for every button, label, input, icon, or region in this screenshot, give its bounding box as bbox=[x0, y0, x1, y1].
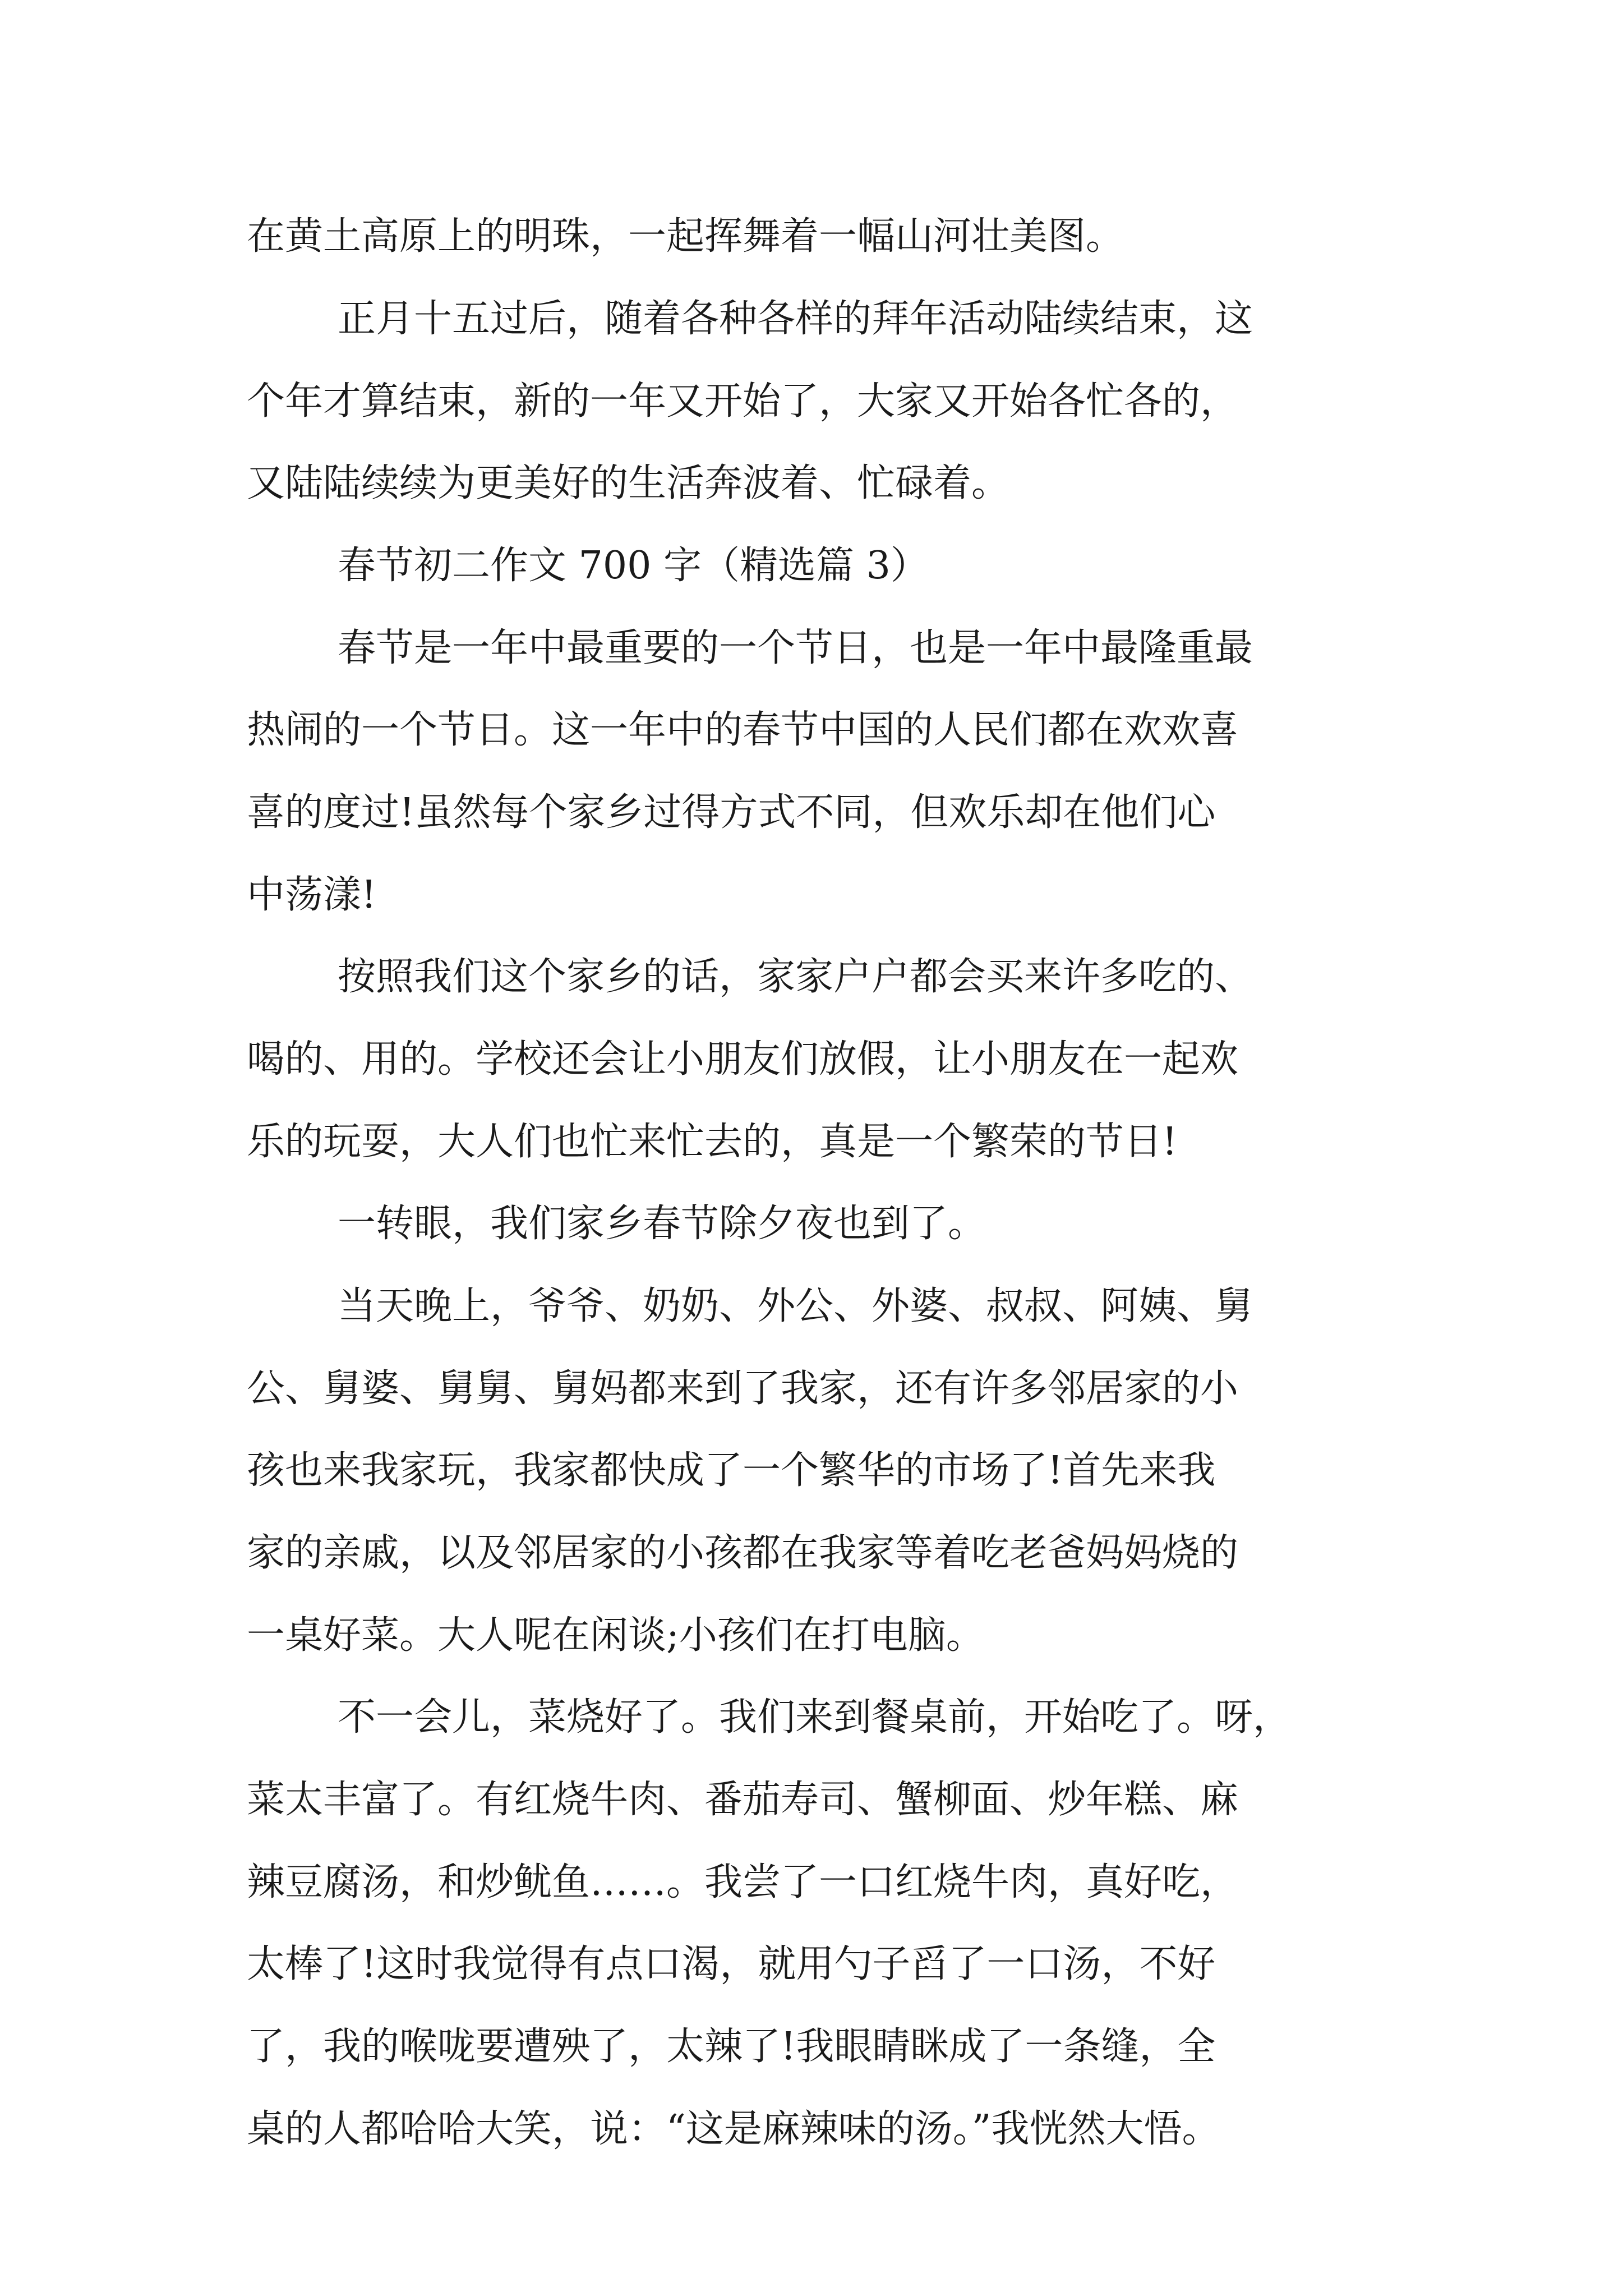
text-line: 菜太丰富了。有红烧牛肉、番茄寿司、蟹柳面、炒年糕、麻 bbox=[247, 1778, 1239, 1822]
text-line: 按照我们这个家乡的话，家家户户都会买来许多吃的、 bbox=[338, 955, 1253, 999]
text-line: 在黄土高原上的明珠，一起挥舞着一幅山河壮美图。 bbox=[247, 214, 1124, 259]
text-line: 喝的、用的。学校还会让小朋友们放假，让小朋友在一起欢 bbox=[247, 1037, 1239, 1082]
text-line: 热闹的一个节日。这一年中的春节中国的人民们都在欢欢喜 bbox=[247, 708, 1239, 752]
text-line: 中荡漾! bbox=[247, 873, 377, 917]
text-line: 孩也来我家玩，我家都快成了一个繁华的市场了!首先来我 bbox=[247, 1448, 1216, 1493]
text-line: 春节是一年中最重要的一个节日，也是一年中最隆重最 bbox=[338, 626, 1253, 670]
text-line: 又陆陆续续为更美好的生活奔波着、忙碌着。 bbox=[247, 461, 1010, 505]
text-line: 个年才算结束，新的一年又开始了，大家又开始各忙各的， bbox=[247, 379, 1239, 424]
text-line: 不一会儿，菜烧好了。我们来到餐桌前，开始吃了。呀， bbox=[338, 1695, 1292, 1740]
text-line: 辣豆腐汤，和炒鱿鱼……。我尝了一口红烧牛肉，真好吃， bbox=[247, 1860, 1239, 1904]
text-line: 太棒了!这时我觉得有点口渴，就用勺子舀了一口汤，不好 bbox=[247, 1942, 1216, 1986]
text-line: 桌的人都哈哈大笑，说：“这是麻辣味的汤。”我恍然大悟。 bbox=[247, 2107, 1220, 2151]
text-line: 了，我的喉咙要遭殃了，太辣了!我眼睛眯成了一条缝，全 bbox=[247, 2024, 1216, 2069]
text-line: 乐的玩耍，大人们也忙来忙去的，真是一个繁荣的节日! bbox=[247, 1120, 1178, 1164]
text-line: 正月十五过后，随着各种各样的拜年活动陆续结束，这 bbox=[338, 297, 1253, 341]
text-line: 家的亲戚，以及邻居家的小孩都在我家等着吃老爸妈妈烧的 bbox=[247, 1531, 1239, 1575]
text-line: 喜的度过!虽然每个家乡过得方式不同，但欢乐却在他们心 bbox=[247, 790, 1216, 835]
text-line: 一桌好菜。大人呢在闲谈;小孩们在打电脑。 bbox=[247, 1613, 984, 1658]
text-line: 一转眼，我们家乡春节除夕夜也到了。 bbox=[338, 1202, 986, 1246]
text-line: 公、舅婆、舅舅、舅妈都来到了我家，还有许多邻居家的小 bbox=[247, 1366, 1239, 1411]
text-line: 当天晚上，爷爷、奶奶、外公、外婆、叔叔、阿姨、舅 bbox=[338, 1284, 1253, 1328]
section-heading: 春节初二作文 700 字（精选篇 3） bbox=[338, 544, 929, 588]
